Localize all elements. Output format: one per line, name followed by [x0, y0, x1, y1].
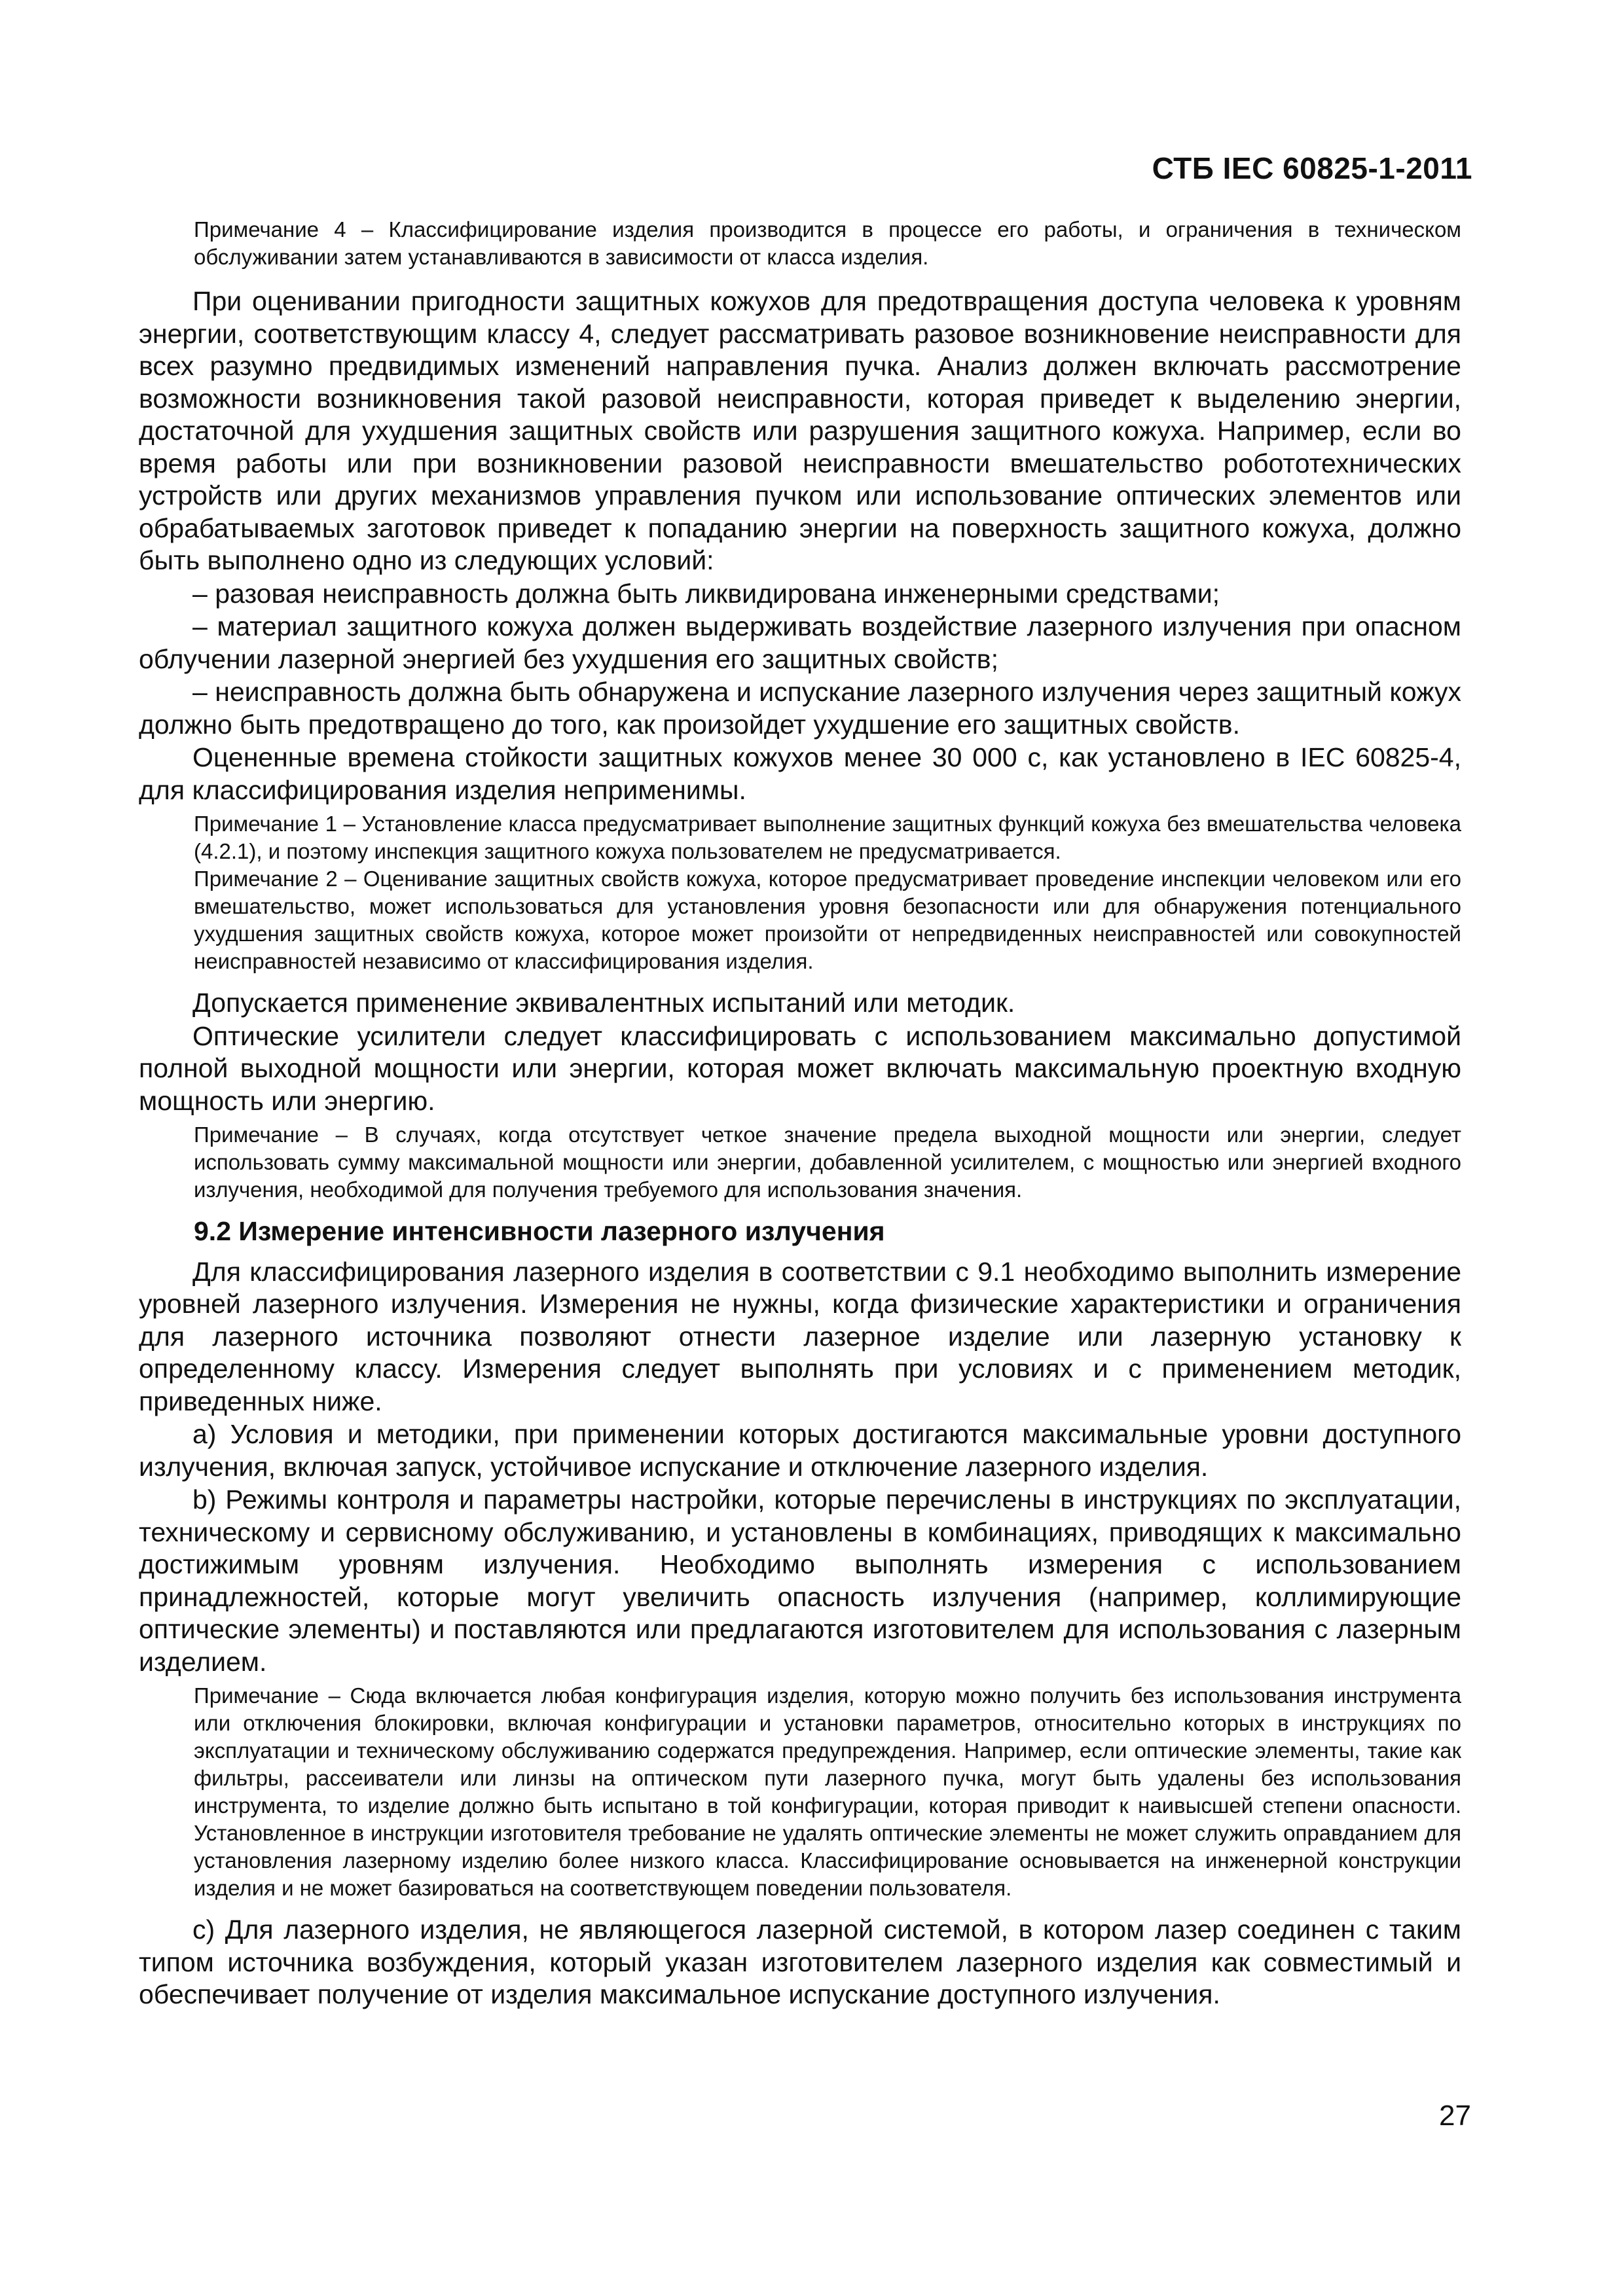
page-content — [139, 216, 1461, 2012]
list-item-a: а) Условия и методики, при применении которых достигаются максимальные уровни доступного излучения, включая запуск, устойчивое испускание и отключение лазерного изделия. — [139, 1419, 1461, 1482]
note-item-b-block — [139, 1682, 1461, 1902]
condition-item-3: – неисправность должна быть обнаружена и испускание лазерного излучения через защитный кожух должно быть предотвращено до того, как произойдет ухудшение его защитных свойств. — [139, 677, 1461, 740]
section-heading-9-2: 9.2 Измерение интенсивности лазерного излучения — [194, 1216, 885, 1246]
paragraph-optical-amplifiers: Оптические усилители следует классифицировать с использованием максимально допустимой полной выходной мощности или энергии, которая может включать максимальную проектную входную мощность или энергию. — [139, 1020, 1461, 1116]
paragraph-measurement: Для классифицирования лазерного изделия в соответствии с 9.1 необходимо выполнить измерение уровней лазерного излучения. Измерения не нужны, когда физические характеристики и ограничения для лазерного источника позволяют отнести лазерное изделие или лазерную установку к определенному классу. Измерения следует выполнять при условиях и с применением методик, приведенных ниже. — [139, 1256, 1461, 1416]
paragraph-equivalent-tests: Допускается применение эквивалентных испытаний или методик. — [192, 988, 1015, 1018]
paragraph-endurance-times: Оцененные времена стойкости защитных кожухов менее 30 000 с, как установлено в IEC 60825-4, для классифицирования изделия неприменимы. — [139, 742, 1461, 805]
list-item-c: с) Для лазерного изделия, не являющегося лазерной системой, в котором лазер соединен с таким типом источника возбуждения, который указан изготовителем лазерного изделия как совместимый и обеспечивает получение от изделия максимальное испускание доступного излучения. — [139, 1914, 1461, 2009]
notes-block-1-2 — [139, 810, 1461, 975]
note-2: Примечание 2 – Оценивание защитных свойств кожуха, которое предусматривает проведение инспекции человеком или его вмешательство, может использоваться для установления уровня безопасности или для обнаружения потенциального ухудшения защитных свойств кожуха, которое может произойти от непредвиденных неисправностей или совокупностей неисправностей независимо от классифицирования изделия. — [194, 867, 1461, 973]
document-id-header: СТБ IEC 60825-1-2011 — [1152, 151, 1472, 185]
paragraph-enclosure-assessment: При оценивании пригодности защитных кожухов для предотвращения доступа человека к уровням энергии, соответствующим классу 4, следует рассматривать разовое возникновение неисправности для всех разумно предвидимых изменений направления пучка. Анализ должен включать рассмотрение возможности возникновения такой разовой неисправности, которая приведет к выделению энергии, достаточной для ухудшения защитных свойств или разрушения защитного кожуха. Например, если во время работы или при возникновении разовой неисправности вмешательство робототехнических устройств или других механизмов управления пучком или использование оптических элементов или обрабатываемых заготовок приведет к попаданию энергии на поверхность защитного кожуха, должно быть выполнено одно из следующих условий: — [139, 286, 1461, 575]
page-number: 27 — [1439, 2100, 1471, 2132]
note-1: Примечание 1 – Установление класса предусматривает выполнение защитных функций кожуха без вмешательства человека (4.2.1), и поэтому инспекция защитного кожуха пользователем не предусматривается. — [194, 812, 1461, 863]
condition-item-2: – материал защитного кожуха должен выдерживать воздействие лазерного излучения при опасном облучении лазерной энергией без ухудшения его защитных свойств; — [139, 611, 1461, 674]
note-item-b: Примечание – Сюда включается любая конфигурация изделия, которую можно получить без использования инструмента или отключения блокировки, включая конфигурации и установки параметров, относительно которых в инструкциях по эксплуатации и техническому обслуживанию содержатся предупреждения. Например, если оптические элементы, такие как фильтры, рассеиватели или линзы на оптическом пути лазерного пучка, могут быть удалены без использования инструмента, то изделие должно быть испытано в той конфигурации, которая приводит к наивысшей степени опасности. Установленное в инструкции изготовителя требование не удалять оптические элементы не может служить оправданием для установления лазерному изделию более низкого класса. Классифицирование основывается на инженерной конструкции изделия и не может базироваться на соответствующем поведении пользователя. — [194, 1683, 1461, 1900]
list-item-b: b) Режимы контроля и параметры настройки, которые перечислены в инструкциях по эксплуатации, техническому и сервисному обслуживанию, и установлены в комбинациях, приводящих к максимально достижимым уровням излучения. Необходимо выполнять измерения с использованием принадлежностей, которые могут увеличить опасность излучения (например, коллимирующие оптические элементы) и поставляются или предлагаются изготовителем для использования с лазерным изделием. — [139, 1484, 1461, 1677]
note-4: Примечание 4 – Классифицирование изделия производится в процессе его работы, и ограничения в техническом обслуживании затем устанавливаются в зависимости от класса изделия. — [194, 217, 1461, 269]
note-4-block — [139, 216, 1461, 271]
note-amplifier: Примечание – В случаях, когда отсутствует четкое значение предела выходной мощности или энергии, следует использовать сумму максимальной мощности или энергии, добавленной усилителем, с мощностью или энергией входного излучения, необходимой для получения требуемого для использования значения. — [194, 1122, 1461, 1202]
note-amplifier-block — [139, 1121, 1461, 1204]
condition-item-1: – разовая неисправность должна быть ликвидирована инженерными средствами; — [192, 578, 1220, 609]
